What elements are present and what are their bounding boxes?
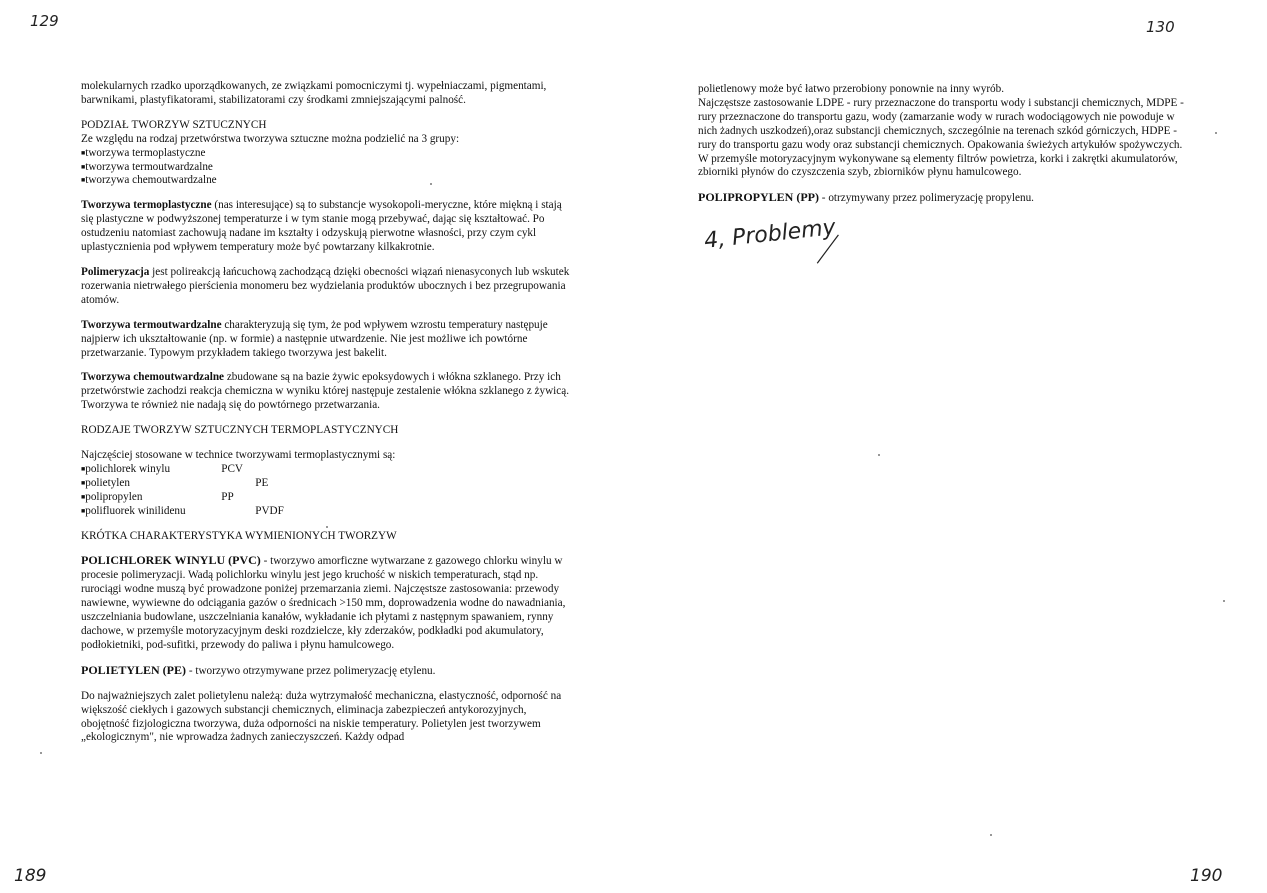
pe-continuation: polietlenowy może być łatwo przerobiony ponownie na inny wyrób. bbox=[698, 83, 1005, 95]
intro-paragraph: molekularnych rzadko uporządkowanych, ze związkami pomocniczymi tj. wypełniaczami, pigmentami, barwnikami, plastyfikatorami, stabilizatorami czy środkami zmniejszającymi palność. bbox=[81, 80, 547, 106]
page-number-bottom-right: 190 bbox=[1190, 866, 1223, 886]
pp-paragraph: POLIPROPYLEN (PP) - otrzymywany przez polimeryzację propylenu. bbox=[698, 190, 1034, 205]
material-item: ■polifluorek winilidenu PVDF bbox=[81, 504, 284, 517]
handwritten-slash-mark bbox=[810, 233, 843, 266]
chemoutwardzalne-paragraph: Tworzywa chemoutwardzalne zbudowane są na bazie żywic epoksydowych i włókna szklanego. Przy ich przetwórstwie zachodzi reakcja chemiczna w wyniku której następuje zestalenie włókna szklanego z żywicą. Tworzywa te również nie nadają się do powtórnego przetwarzania. bbox=[81, 371, 569, 412]
pe-zalety-paragraph: Do najważniejszych zalet polietylenu należą: duża wytrzymałość mechaniczna, elastyczność, odporność na większość ciekłych i gazowych substancji chemicznych, eliminacja zabezpieczeń antykorozyjnych, obojętność fizjologiczna tworzywa, duża odporności na niskie temperatury. Polietylen jest tworzywem „ekologicznym", nie wprowadza żadnych zanieczyszczeń. Każdy odpad bbox=[81, 689, 562, 744]
material-item: ■polipropylen PP bbox=[81, 490, 234, 503]
podzial-text: Ze względu na rodzaj przetwórstwa tworzywa sztuczne można podzielić na 3 grupy: bbox=[81, 132, 460, 145]
podzial-heading: PODZIAŁ TWORZYW SZTUCZNYCH bbox=[81, 118, 267, 131]
page-number-bottom-left: 189 bbox=[14, 866, 47, 886]
material-item: ■polichlorek winylu PCV bbox=[81, 462, 243, 475]
pe-zastosowanie-paragraph: Najczęstsze zastosowanie LDPE - rury przeznaczone do transportu wody i substancji chemicznych, MDPE - rury przeznaczone do transportu gazu, wody (zamarzanie wody w rurach wodociągowych nie powoduje w nich żadnych uszkodzeń),oraz substancji chemicznych, szczególnie na terenach szkód górniczych, HDPE - rury do transportu gazu wody oraz substancji chemicznych. Opakowania świeżych artykułów spożywczych. W przemyśle motoryzacyjnym wykonywane są elementy filtrów powietrza, korki i zakrętki akumulatorów, zbiorniki płynów do czyszczenia szyb, zbiorników płynu hamulcowego. bbox=[698, 96, 1184, 179]
handwritten-note-text: 4, Problemy bbox=[703, 215, 837, 254]
scan-speck bbox=[430, 183, 432, 185]
scan-speck bbox=[990, 834, 992, 836]
scan-speck bbox=[1215, 132, 1217, 134]
scan-speck bbox=[326, 526, 328, 528]
scan-speck bbox=[878, 454, 880, 456]
group-item: ■tworzywa termoplastyczne bbox=[81, 146, 206, 159]
polimeryzacja-paragraph: Polimeryzacja jest polireakcją łańcuchową zachodzącą dzięki obecności wiązań nienasyconych lub wskutek rozerwania nietrwałego pierścienia monomeru bez wydzielania produktów ubocznych i bez przegrupowania atomów. bbox=[81, 265, 570, 306]
page-number-top-right: 130 bbox=[1146, 18, 1175, 36]
material-item: ■polietylen PE bbox=[81, 476, 269, 489]
page-number-top-left: 129 bbox=[30, 12, 59, 30]
pe-paragraph: POLIETYLEN (PE) - tworzywo otrzymywane przez polimeryzację etylenu. bbox=[81, 662, 436, 677]
termoplastyczne-paragraph: Tworzywa termoplastyczne (nas interesujące) są to substancje wysokopoli-meryczne, które miękną i stają się plastyczne w podwyższonej temperaturze i w tym stanie mogą przebywać, dając się kształtować. Po ostudzeniu natomiast zachowują nadane im kształty i odzyskują pierwotne własności, przy czym cykl uplastycznienia pod wpływem temperatury może być powtarzany kilkakrotnie. bbox=[81, 199, 562, 254]
termoutwardzalne-paragraph: Tworzywa termoutwardzalne charakteryzują się tym, że pod wpływem wzrostu temperatury następuje najpierw ich ukształtowanie (np. w formie) a następnie utwardzenie. Nie jest możliwe ich powtórne przetwarzanie. Typowym przykładem takiego tworzywa jest bakelit. bbox=[81, 318, 548, 359]
pvc-paragraph: POLICHLOREK WINYLU (PVC) - tworzywo amorficzne wytwarzane z gazowego chlorku winylu w procesie polimeryzacji. Wadą polichlorku winylu jest jego kruchość w niskich temperaturach, stąd np. rurociągi wodne muszą być prowadzone poniżej przemarzania ziemi. Najczęstsze zastosowania: przewody nawiewne, wywiewne do odciągania gazów o średnicach >150 mm, doprowadzenia wodne do nawadniania, uszczelniania budowlane, uszczelniania kanałów, wykładanie ich płytami z następnym spawaniem, rynny dachowe, w przemyśle motoryzacyjnym deski rozdzielcze, kły zderzaków, podkładki pod akumulatory, podłokietniki, pod-sufitki, przewody do paliwa i płynu hamulcowego. bbox=[81, 553, 566, 651]
scan-speck bbox=[1223, 600, 1225, 602]
group-item: ■tworzywa termoutwardzalne bbox=[81, 160, 213, 173]
left-page-column bbox=[81, 80, 571, 745]
rodzaje-heading: RODZAJE TWORZYW SZTUCZNYCH TERMOPLASTYCZNYCH bbox=[81, 424, 399, 437]
group-item: ■tworzywa chemoutwardzalne bbox=[81, 174, 217, 187]
krotka-heading: KRÓTKA CHARAKTERYSTYKA WYMIENIONYCH TWORZYW bbox=[81, 529, 397, 542]
rodzaje-text: Najczęściej stosowane w technice tworzywami termoplastycznymi są: bbox=[81, 449, 396, 462]
handwritten-note bbox=[703, 215, 837, 254]
right-page-column bbox=[698, 83, 1188, 206]
scan-speck bbox=[40, 752, 42, 754]
